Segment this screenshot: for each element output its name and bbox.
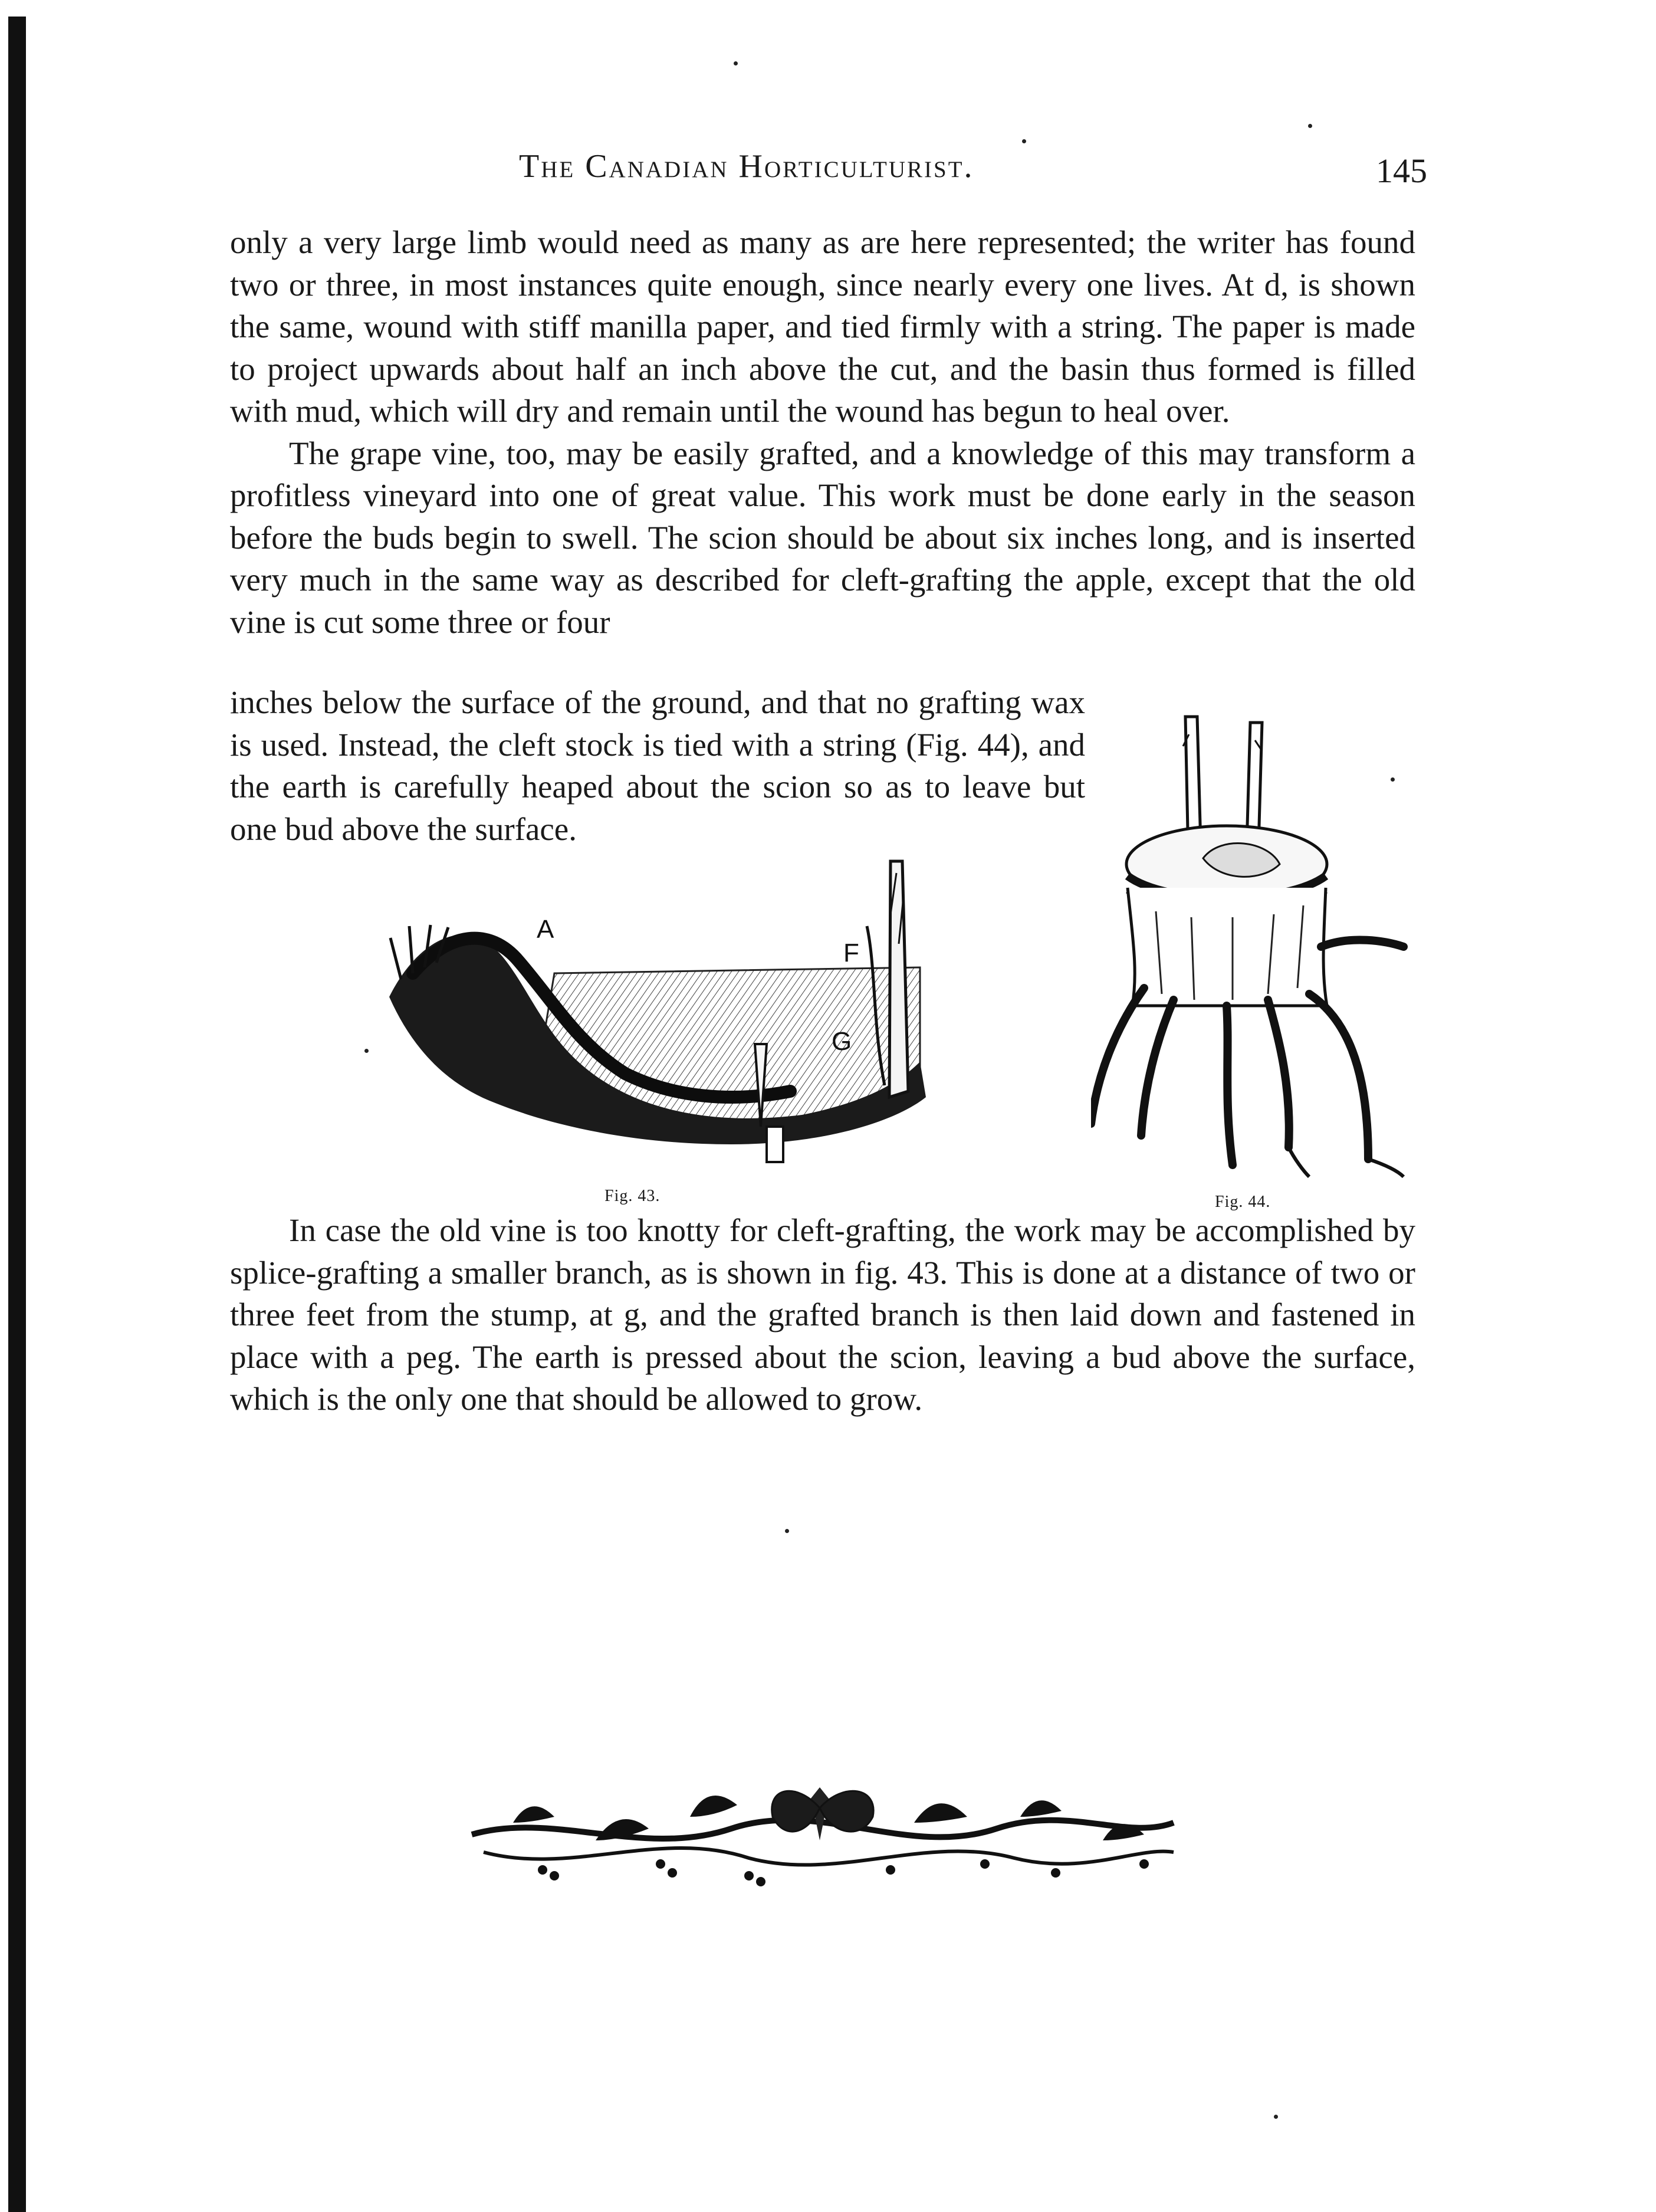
tailpiece-ornament bbox=[466, 1775, 1179, 1888]
figure-43-illustration bbox=[377, 849, 955, 1180]
figure-43-label-a: A bbox=[537, 915, 554, 944]
running-head bbox=[224, 147, 1427, 201]
figure-43-label-g: G bbox=[832, 1027, 852, 1056]
ink-speck bbox=[1274, 2115, 1278, 2119]
paragraph-3: In case the old vine is too knotty for cleft-grafting, the work may be accomplished by splice-grafting a smaller branch, as is shown in fig. 43. This is done at a distance of two or three feet from the stump, at g, and the grafted branch is then laid down and fastened in place with a peg. The earth is pressed about the scion, leaving a bud above the surface, which is the only one that should be allowed to grow. bbox=[230, 1212, 1415, 1417]
body-upper bbox=[230, 221, 1415, 643]
scan-edge-bar bbox=[8, 17, 26, 2212]
figure-44-caption: Fig. 44. bbox=[1215, 1193, 1271, 1211]
body-lower bbox=[230, 1209, 1415, 1420]
ink-speck bbox=[785, 1529, 789, 1533]
figure-43-label-f: F bbox=[843, 938, 859, 967]
paragraph-2: The grape vine, too, may be easily grafted, and a knowledge of this may transform a profitless vineyard into one of great value. This work must be done early in the season before the buds begin to swell. The scion should be about six inches long, and is inserted very much in the same way as described for cleft-grafting the apple, except that the old vine is cut some three or four bbox=[230, 435, 1415, 640]
figure-44-illustration bbox=[1091, 711, 1409, 1183]
page-title: The Canadian Horticulturist. bbox=[519, 148, 974, 185]
figure-43-caption: Fig. 43. bbox=[604, 1187, 661, 1205]
body-wrapped bbox=[230, 681, 1085, 850]
paragraph-2-continued: inches below the surface of the ground, and that no grafting wax is used. Instead, the cleft stock is tied with a string (Fig. 44), and the earth is carefully heaped about the scion so as to leave but one bud above the surface. bbox=[230, 684, 1085, 847]
paragraph-1: only a very large limb would need as many as are here represented; the writer has found two or three, in most instances quite enough, since nearly every one lives. At d, is shown the same, wound with stiff manilla paper, and tied firmly with a string. The paper is made to project upwards about half an inch above the cut, and the basin thus formed is filled with mud, which will dry and remain until the wound has begun to heal over. bbox=[230, 224, 1415, 429]
ink-speck bbox=[1022, 139, 1026, 143]
ink-speck bbox=[734, 61, 738, 65]
page-number: 145 bbox=[1376, 152, 1427, 190]
ink-speck bbox=[364, 1049, 369, 1053]
ink-speck bbox=[1308, 124, 1312, 128]
